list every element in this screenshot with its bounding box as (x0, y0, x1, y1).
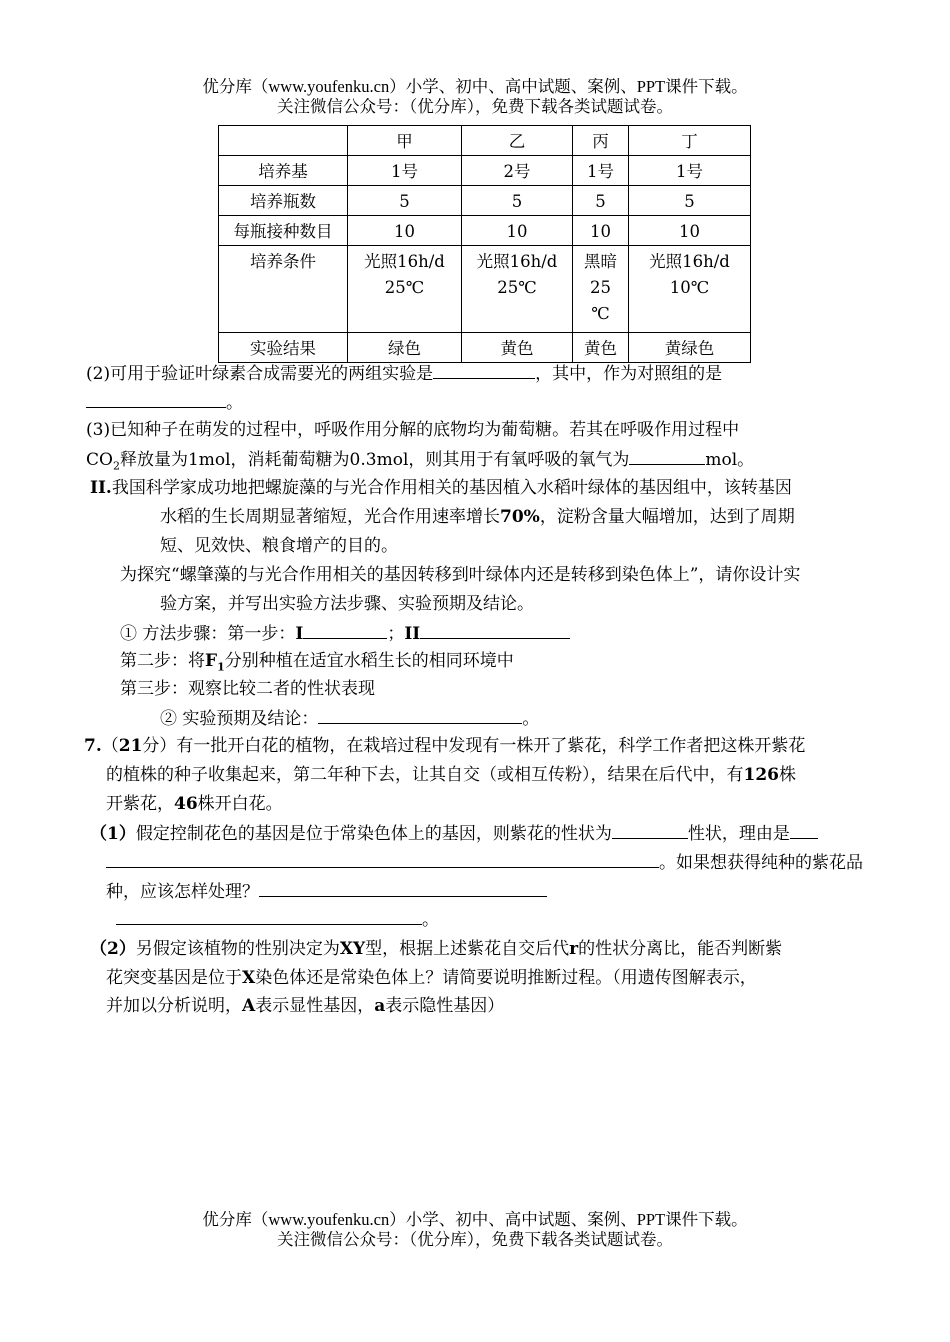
part-2-line-5: 验方案，并写出实验方法步骤、实验预期及结论。 (160, 594, 534, 614)
table-cell: 5 (573, 186, 629, 216)
table-row (219, 333, 751, 363)
part-2-line-1: II.我国科学家成功地把螺旋藻的与光合作用相关的基因植入水稻叶绿体的基因组中，该转基因 (90, 478, 792, 498)
question-2-line-1: (2)可用于验证叶绿素合成需要光的两组实验是 ，其中，作为对照组的是 (86, 360, 722, 387)
table-cell: 黄色 (573, 333, 629, 363)
experiment-table (218, 125, 751, 363)
question-7-1-line-2: 。如果想获得纯种的紫花品 (106, 849, 863, 876)
question-7-1-line-4: 。 (116, 906, 439, 933)
table-cell: 2号 (462, 156, 573, 186)
part-2-line-4: 为探究“螺肇藻的与光合作用相关的基因转移到叶绿体内还是转移到染色体上”，请你设计实 (120, 565, 801, 585)
method-step-3: 第三步：观察比较二者的性状表现 (120, 679, 375, 699)
table-header-cell: 丙 (573, 126, 629, 156)
row-label: 实验结果 (219, 333, 348, 363)
question-7-2-line-2: 花突变基因是位于X染色体还是常染色体上？请简要说明推断过程。（用遗传图解表示， (106, 968, 757, 988)
table-row (219, 216, 751, 246)
table-header-row (219, 126, 751, 156)
question-7-2-line-1: （2）另假定该植物的性别决定为XY型，根据上述紫花自交后代r的性状分离比，能否判断紫 (90, 939, 783, 959)
table-cell (462, 246, 573, 333)
answer-blank[interactable] (86, 389, 226, 408)
part-2-line-2: 水稻的生长周期显著缩短，光合作用速率增长70%，淀粉含量大幅增加，达到了周期 (160, 507, 795, 527)
table-cell: 绿色 (348, 333, 462, 363)
table-cell: 5 (348, 186, 462, 216)
header-line-1: 优分库（www.youfenku.cn）小学、初中、高中试题、案例、PPT课件下载。 (202, 77, 748, 96)
table-cell: 5 (462, 186, 573, 216)
row-label: 培养条件 (219, 246, 348, 333)
question-7-2-line-3: 并加以分析说明，A表示显性基因，a表示隐性基因） (106, 996, 505, 1016)
table-cell (348, 246, 462, 333)
table-cell: 黄绿色 (629, 333, 751, 363)
table-header-cell: 丁 (629, 126, 751, 156)
answer-blank[interactable] (259, 878, 547, 897)
answer-blank[interactable] (318, 705, 522, 724)
cell-line: 10℃ (669, 278, 710, 297)
answer-blank[interactable] (790, 820, 818, 839)
method-step-1: ① 方法步骤：第一步：I ；II (120, 620, 570, 647)
table-row (219, 156, 751, 186)
answer-blank[interactable] (433, 360, 535, 379)
cell-line: 25 (590, 278, 611, 297)
question-3-line-2: $CO_2$释放量为1mol，消耗葡萄糖为0.3mol，则其用于有氧呼吸的氧气为 mol。 (86, 446, 754, 479)
question-3-line-1: (3)已知种子在萌发的过程中，呼吸作用分解的底物均为葡萄糖。若其在呼吸作用过程中 (86, 420, 740, 440)
table-cell: 黄色 (462, 333, 573, 363)
question-7-line-2: 的植株的种子收集起来，第二年种下去，让其自交（或相互传粉），结果在后代中，有126株 (106, 765, 796, 785)
row-label: 培养基 (219, 156, 348, 186)
question-7-line-1: 7.（21分）有一批开白花的植物，在栽培过程中发现有一株开了紫花，科学工作者把这株开紫花 (84, 736, 806, 756)
table-cell: 10 (462, 216, 573, 246)
table-cell: 1号 (629, 156, 751, 186)
question-2-line-2: 。 (86, 389, 243, 416)
question-7-1-line-3: 种，应该怎样处理？ (106, 878, 547, 905)
table-header-cell: 乙 (462, 126, 573, 156)
answer-blank[interactable] (116, 906, 422, 925)
table-cell: 10 (348, 216, 462, 246)
answer-blank[interactable] (612, 820, 688, 839)
cell-line: 黑暗 (584, 252, 617, 271)
row-label: 培养瓶数 (219, 186, 348, 216)
table-header-cell: 甲 (348, 126, 462, 156)
table-cell (629, 246, 751, 333)
expectation-line: ② 实验预期及结论： 。 (160, 705, 539, 732)
table-cell: 1号 (573, 156, 629, 186)
question-7-line-3: 开紫花，46株开白花。 (106, 794, 283, 814)
answer-blank[interactable] (303, 620, 387, 639)
table-cell (573, 246, 629, 333)
header-line-2: 关注微信公众号：（优分库），免费下载各类试题试卷。 (277, 97, 673, 116)
table-cell: 1号 (348, 156, 462, 186)
footer-line-2: 关注微信公众号：（优分库），免费下载各类试题试卷。 (277, 1230, 673, 1249)
cell-line: 25℃ (384, 278, 425, 297)
table-header-cell (219, 126, 348, 156)
row-label: 每瓶接种数目 (219, 216, 348, 246)
answer-blank[interactable] (629, 446, 705, 465)
table-cell: 10 (629, 216, 751, 246)
table-row (219, 186, 751, 216)
part-2-line-3: 短、见效快、粮食增产的目的。 (160, 536, 398, 556)
footer-line-1: 优分库（www.youfenku.cn）小学、初中、高中试题、案例、PPT课件下载。 (202, 1210, 748, 1229)
cell-line: 光照16h/d (476, 252, 558, 271)
table-row (219, 246, 751, 333)
cell-line: 光照16h/d (364, 252, 445, 271)
cell-line: 光照16h/d (649, 252, 730, 271)
cell-line: ℃ (591, 304, 610, 323)
table-cell: 10 (573, 216, 629, 246)
question-7-1-line-1: （1）假定控制花色的基因是位于常染色体上的基因，则紫花的性状为 性状，理由是 (90, 820, 818, 847)
cell-line: 25℃ (497, 278, 537, 297)
answer-blank[interactable] (106, 849, 659, 868)
table-cell: 5 (629, 186, 751, 216)
page-header (0, 77, 950, 117)
method-step-2: 第二步：将$F_1$分别种植在适宜水稻生长的相同环境中 (120, 651, 514, 674)
page-footer (0, 1210, 950, 1250)
answer-blank[interactable] (420, 620, 570, 639)
